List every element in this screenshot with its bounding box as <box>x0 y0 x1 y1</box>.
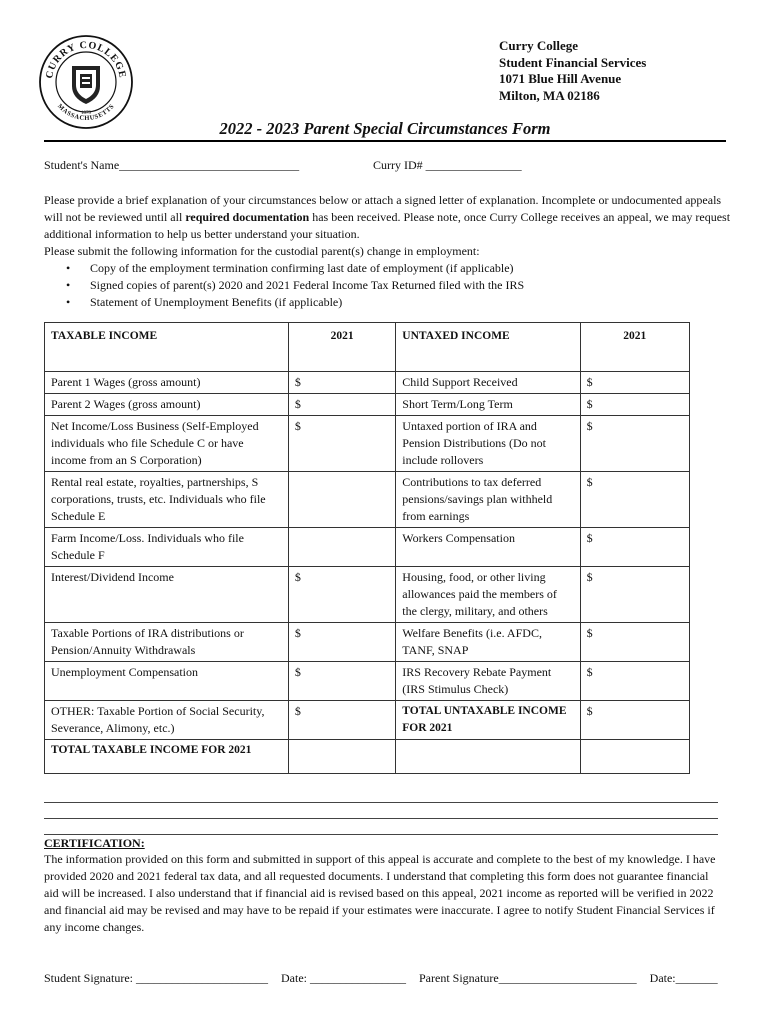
header-taxable-income: TAXABLE INCOME <box>45 323 289 372</box>
header-untaxed-income: UNTAXED INCOME <box>396 323 580 372</box>
explanation-line[interactable] <box>44 802 718 803</box>
total-taxable-amount-field[interactable] <box>288 740 395 774</box>
untaxed-label: Child Support Received <box>396 372 580 394</box>
title-divider <box>44 140 726 142</box>
table-row <box>45 701 690 740</box>
student-name-field[interactable]: Student's Name______________________________ <box>44 158 300 172</box>
required-documentation-text: required documentation <box>185 210 310 224</box>
untaxed-amount-field[interactable]: $ <box>580 528 689 567</box>
taxable-label: Unemployment Compensation <box>45 662 289 701</box>
seal-top-text: CURRY COLLEGE <box>44 39 128 80</box>
untaxed-label <box>396 740 580 774</box>
taxable-amount-field[interactable]: $ <box>288 701 395 740</box>
explanation-line[interactable] <box>44 818 718 819</box>
taxable-amount-field[interactable] <box>288 472 395 528</box>
table-row <box>45 372 690 394</box>
certification-text: The information provided on this form and submitted in support of this appeal is accurate and complete to the best of my knowledge. I have provided 2020 and 2021 federal tax data, and all requested documents. I understand that completing this form does not guarantee financial aid will be increased. I also understand that if financial aid is revised based on this appeal, 2021 income as reported will be verified in 2022 and financial aid may be revised and may have to be repaid if your estimates were inaccurate. I agree to notify Student Financial Services if any income changes. <box>44 852 716 934</box>
total-untaxable-amount-field[interactable]: $ <box>580 701 689 740</box>
list-item: • Signed copies of parent(s) 2020 and 2021 Federal Income Tax Returned filed with the IRS <box>90 277 734 294</box>
table-row <box>45 528 690 567</box>
submit-line: Please submit the following information for the custodial parent(s) change in employment: <box>44 244 480 258</box>
taxable-amount-field[interactable]: $ <box>288 416 395 472</box>
table-row <box>45 623 690 662</box>
untaxed-label: IRS Recovery Rebate Payment (IRS Stimulus Check) <box>396 662 580 701</box>
address-line-city: Milton, MA 02186 <box>499 87 600 103</box>
table-row <box>45 416 690 472</box>
college-seal-logo <box>38 34 134 130</box>
untaxed-label: Contributions to tax deferred pensions/savings plan withheld from earnings <box>396 472 580 528</box>
form-title: 2022 - 2023 Parent Special Circumstances Form <box>219 119 551 138</box>
office-address <box>499 38 646 104</box>
table-header-row <box>45 323 690 372</box>
address-line-college: Curry College <box>499 38 579 53</box>
seal-year: 1879 <box>81 111 91 116</box>
untaxed-label: Housing, food, or other living allowances paid the members of the clergy, military, and others <box>396 567 580 623</box>
taxable-label: Interest/Dividend Income <box>45 567 289 623</box>
certification-heading: CERTIFICATION: <box>44 836 145 850</box>
untaxed-amount-field[interactable]: $ <box>580 623 689 662</box>
seal-bottom-text: MASSACHUSETTS <box>56 102 116 123</box>
taxable-label: Parent 1 Wages (gross amount) <box>45 372 289 394</box>
untaxed-label: Welfare Benefits (i.e. AFDC, TANF, SNAP <box>396 623 580 662</box>
address-line-office: Student Financial Services <box>499 54 647 70</box>
table-row <box>45 662 690 701</box>
untaxed-amount-field[interactable] <box>580 740 689 774</box>
student-signature-field[interactable]: Student Signature: ______________________ <box>44 971 268 985</box>
parent-signature-field[interactable]: Parent Signature_______________________ <box>419 971 637 985</box>
taxable-amount-field[interactable]: $ <box>288 372 395 394</box>
taxable-label: Parent 2 Wages (gross amount) <box>45 394 289 416</box>
list-item: • Statement of Unemployment Benefits (if applicable) <box>90 294 734 311</box>
total-untaxable-label: TOTAL UNTAXABLE INCOME FOR 2021 <box>396 701 580 740</box>
explanation-line[interactable] <box>44 834 718 835</box>
curry-id-field[interactable]: Curry ID# ________________ <box>373 158 522 172</box>
taxable-label: Net Income/Loss Business (Self-Employed individuals who file Schedule C or have income from an S Corporation) <box>45 416 289 472</box>
taxable-amount-field[interactable]: $ <box>288 567 395 623</box>
instructions <box>44 192 734 311</box>
signature-line <box>44 971 724 986</box>
header-taxable-year: 2021 <box>288 323 395 372</box>
total-taxable-label: TOTAL TAXABLE INCOME FOR 2021 <box>45 740 289 774</box>
required-documents-list <box>44 260 734 311</box>
address-line-street: 1071 Blue Hill Avenue <box>499 71 622 86</box>
untaxed-label: Short Term/Long Term <box>396 394 580 416</box>
untaxed-amount-field[interactable]: $ <box>580 394 689 416</box>
untaxed-amount-field[interactable]: $ <box>580 662 689 701</box>
untaxed-amount-field[interactable]: $ <box>580 567 689 623</box>
taxable-label: Farm Income/Loss. Individuals who file Schedule F <box>45 528 289 567</box>
instructions-text-1: Please provide a brief explanation of your circumstances below or attach a signed letter of explanation. Incomplete or undocumented appeals will not be reviewed until all <box>44 193 722 224</box>
taxable-amount-field[interactable]: $ <box>288 623 395 662</box>
instructions-paragraph <box>44 192 734 243</box>
untaxed-amount-field[interactable]: $ <box>580 416 689 472</box>
taxable-label: Rental real estate, royalties, partnerships, S corporations, trusts, etc. Individuals who file Schedule E <box>45 472 289 528</box>
taxable-amount-field[interactable]: $ <box>288 394 395 416</box>
table-row <box>45 394 690 416</box>
taxable-amount-field[interactable]: $ <box>288 662 395 701</box>
taxable-label: OTHER: Taxable Portion of Social Security, Severance, Alimony, etc.) <box>45 701 289 740</box>
income-table <box>44 322 690 774</box>
table-row <box>45 740 690 774</box>
untaxed-label: Untaxed portion of IRA and Pension Distributions (Do not include rollovers <box>396 416 580 472</box>
student-date-field[interactable]: Date: ________________ <box>281 971 406 985</box>
taxable-amount-field[interactable] <box>288 528 395 567</box>
untaxed-amount-field[interactable]: $ <box>580 472 689 528</box>
instructions-text-2: has been received. Please note, once Curry College receives an appeal, we may request additional information to help us better understand your situation. <box>44 210 731 241</box>
untaxed-label: Workers Compensation <box>396 528 580 567</box>
table-row <box>45 472 690 528</box>
untaxed-amount-field[interactable]: $ <box>580 372 689 394</box>
header-untaxed-year: 2021 <box>580 323 689 372</box>
parent-date-field[interactable]: Date:_______ <box>649 971 718 985</box>
taxable-label: Taxable Portions of IRA distributions or Pension/Annuity Withdrawals <box>45 623 289 662</box>
table-row <box>45 567 690 623</box>
list-item: • Copy of the employment termination confirming last date of employment (if applicable) <box>90 260 734 277</box>
